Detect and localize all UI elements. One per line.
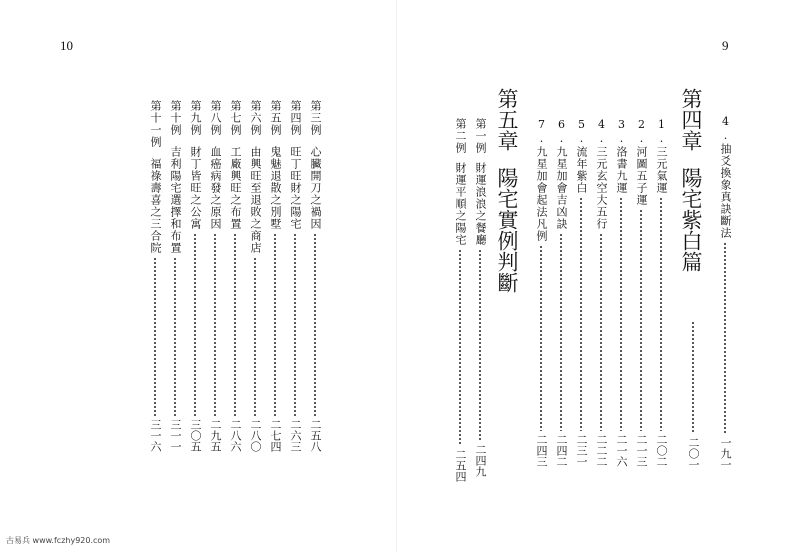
chapter5-heading — [496, 88, 517, 293]
toc-entry-ch4-2[interactable]: 2.河圖五子運 二一三 — [635, 118, 648, 467]
toc-entry-title: 4.抽爻換象真訣斷法 — [719, 115, 732, 239]
dot-leader — [254, 257, 256, 416]
chapter4-title: 陽宅紫白篇 — [679, 167, 703, 272]
toc-entry-page: 一九一 — [719, 437, 732, 470]
toc-entry-ch4-7[interactable]: 7.九星加會起法凡例 二四三 — [535, 118, 548, 467]
toc-entry-ch5-1[interactable]: 第一例 財運浪浪之餐廳 二四九 — [474, 118, 487, 477]
toc-entry-ch4-5[interactable]: 5.流年紫白 二三一 — [575, 118, 588, 467]
dot-leader — [600, 233, 602, 431]
book-spine — [396, 0, 397, 552]
toc-entry-ch4-4[interactable]: 4.三元玄空大五行 二二二 — [595, 118, 608, 467]
dot-leader — [174, 257, 176, 416]
dot-leader — [459, 249, 461, 446]
chapter4-number: 第四章 — [679, 88, 703, 151]
dot-leader — [479, 249, 481, 441]
dot-leader — [724, 242, 726, 434]
toc-entry-ch5-11[interactable]: 第十一例 福祿壽喜之三合院 三一六 — [149, 100, 162, 452]
dot-leader — [660, 197, 662, 431]
toc-entry-ch4-6[interactable]: 6.九星加會吉凶訣 二四二 — [555, 118, 568, 467]
toc-entry-ch5-9[interactable]: 第九例 財丁皆旺之公寓 三〇五 — [189, 100, 202, 452]
dot-leader — [640, 209, 642, 431]
left-page-number: 10 — [60, 38, 73, 53]
toc-entry-ch5-7[interactable]: 第七例 工廠興旺之布置 二八六 — [229, 100, 242, 452]
dot-leader — [540, 245, 542, 431]
chapter5-number: 第五章 — [495, 88, 519, 151]
dot-leader — [214, 233, 216, 416]
toc-entry-ch5-3[interactable]: 第三例 心臟開刀之禍因 二五八 — [309, 100, 322, 452]
dot-leader — [294, 233, 296, 416]
chapter5-title: 陽宅實例判斷 — [495, 167, 519, 293]
toc-entry-ch4-3[interactable]: 3.洛書九運 二一六 — [615, 118, 628, 467]
right-page-number: 9 — [722, 38, 729, 53]
dot-leader — [234, 233, 236, 416]
dot-leader — [314, 233, 316, 416]
toc-entry-ch5-6[interactable]: 第六例 由興旺至退敗之商店 二八〇 — [249, 100, 262, 452]
dot-leader — [580, 197, 582, 431]
dot-leader — [274, 233, 276, 416]
toc-entry-ch4-1[interactable]: 1.三元氣運 二〇二 — [655, 118, 668, 467]
footer-watermark: 古易兵 www.fczhy920.com — [6, 536, 111, 545]
dot-leader — [154, 257, 156, 416]
toc-entry-ch5-10[interactable]: 第十例 吉利陽宅選擇和布置 三一一 — [169, 100, 182, 452]
dot-leader — [194, 233, 196, 416]
chapter4-page-column[interactable] — [683, 0, 703, 552]
chapter4-page: 二〇一 — [687, 437, 700, 470]
dot-leader — [620, 197, 622, 431]
toc-entry-top[interactable] — [715, 0, 735, 552]
dot-leader — [692, 321, 694, 434]
toc-entry-ch5-5[interactable]: 第五例 鬼魅退散之別墅 二七四 — [269, 100, 282, 452]
dot-leader — [560, 233, 562, 431]
toc-entry-ch5-2[interactable]: 第二例 財運平順之陽宅 二五四 — [454, 118, 467, 482]
toc-entry-ch5-4[interactable]: 第四例 旺丁旺財之陽宅 二六三 — [289, 100, 302, 452]
toc-entry-ch5-8[interactable]: 第八例 血癌病發之原因 二九五 — [209, 100, 222, 452]
